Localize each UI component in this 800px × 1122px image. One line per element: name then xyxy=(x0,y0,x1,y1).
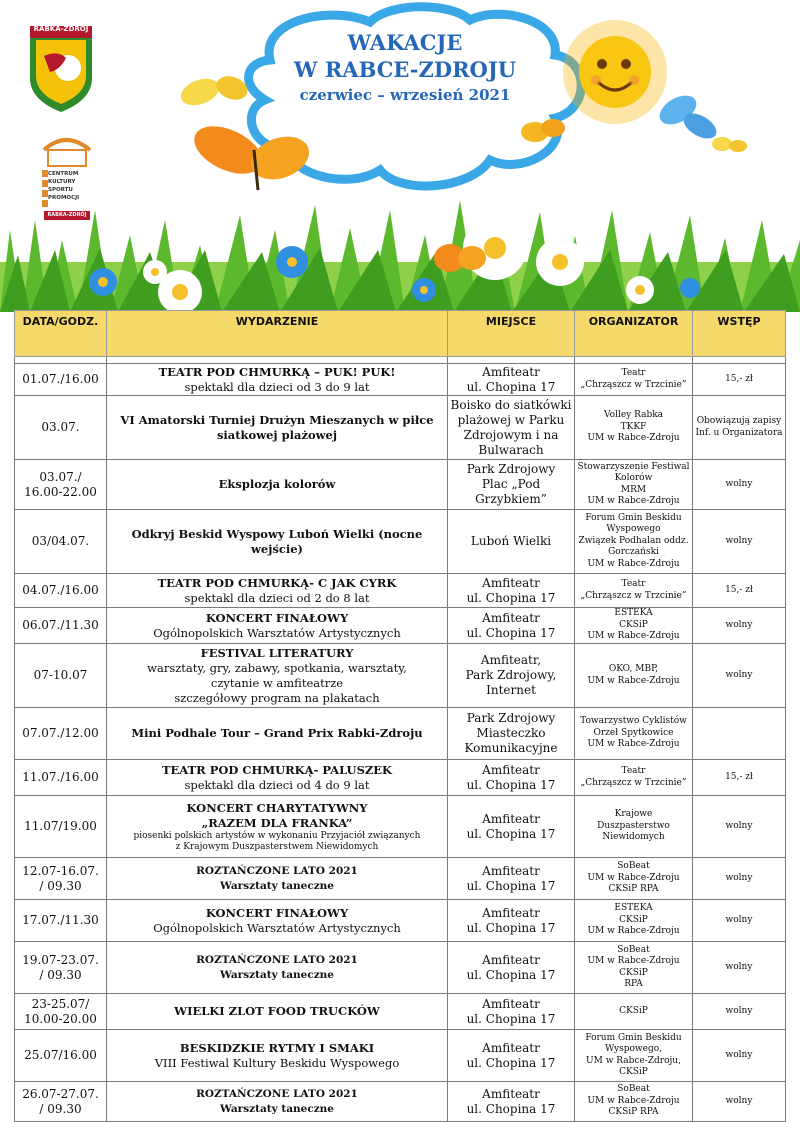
table-row xyxy=(15,1082,786,1122)
place-text: ul. Chopina 17 xyxy=(466,590,556,605)
event-description: Ogólnopolskich Warsztatów Artystycznych xyxy=(153,625,401,640)
organizer-cell xyxy=(575,396,693,460)
date-cell xyxy=(15,460,107,510)
place-text: Amfiteatr xyxy=(482,1086,540,1101)
date-text: 12.07-16.07. xyxy=(22,863,99,878)
place-cell xyxy=(448,574,575,608)
table-row xyxy=(15,994,786,1030)
butterfly-icon-small xyxy=(712,137,747,152)
date-cell xyxy=(15,510,107,574)
organizer-text: Kolorów xyxy=(614,473,653,483)
event-title: ROZTAŃCZONE LATO 2021 xyxy=(196,953,358,966)
organizer-text: ESTEKA xyxy=(614,608,653,619)
table-row xyxy=(15,364,786,396)
fee-text: Inf. u Organizatora xyxy=(695,427,783,438)
organizer-text: „Chrząszcz w Trzcinie” xyxy=(580,777,687,788)
rabka-zdroj-coat-of-arms-icon xyxy=(30,26,92,112)
event-description: spektakl dla dzieci od 3 do 9 lat xyxy=(184,379,370,394)
fee-text: wolny xyxy=(725,961,753,972)
organizer-text: Forum Gmin Beskidu xyxy=(585,512,682,523)
organizer-text: UM w Rabce-Zdroju xyxy=(587,631,680,642)
place-text: Amfiteatr xyxy=(482,610,540,625)
poster-subtitle: czerwiec – wrzesień 2021 xyxy=(299,86,511,104)
organizer-text: ESTEKA xyxy=(614,903,653,914)
place-text: Luboń Wielki xyxy=(470,534,552,548)
event-title: TEATR POD CHMURKĄ- PALUSZEK xyxy=(161,762,393,777)
event-title: TEATR POD CHMURKĄ – PUK! PUK! xyxy=(158,364,396,379)
organizer-cell xyxy=(575,460,693,510)
date-cell xyxy=(15,708,107,760)
organizer-cell xyxy=(575,796,693,858)
fee-cell xyxy=(693,608,786,644)
date-cell xyxy=(15,994,107,1030)
table-row xyxy=(15,942,786,994)
place-cell xyxy=(448,900,575,942)
place-cell xyxy=(448,460,575,510)
fee-text: wolny xyxy=(725,619,753,630)
place-text: ul. Chopina 17 xyxy=(466,967,556,982)
organizer-text: TKKF xyxy=(620,421,647,432)
organizer-text: Wyspowego xyxy=(606,524,661,535)
organizer-text: Duszpasterstwo xyxy=(597,820,670,831)
event-title: Odkryj Beskid Wyspowy Luboń Wielki (nocne wejście) xyxy=(131,526,423,556)
event-title: ROZTAŃCZONE LATO 2021 xyxy=(196,864,358,877)
fee-text: wolny xyxy=(725,1049,753,1060)
organizer-cell xyxy=(575,1030,693,1082)
fee-text: wolny xyxy=(725,820,753,831)
place-text: ul. Chopina 17 xyxy=(466,379,556,394)
place-text: Park Zdrojowy, xyxy=(465,668,557,682)
event-description: piosenki polskich artystów w wykonaniu Przyjaciół związanych xyxy=(133,830,421,841)
organizer-text: OKO, MBP, xyxy=(608,664,659,674)
date-cell xyxy=(15,396,107,460)
place-text: ul. Chopina 17 xyxy=(466,777,556,792)
place-text: Zdrojowym i na xyxy=(463,427,559,442)
organizer-text: SoBeat xyxy=(617,944,650,955)
place-cell xyxy=(448,796,575,858)
place-text: Amfiteatr, xyxy=(480,653,542,667)
organizer-text: Orzeł Spytkowice xyxy=(593,727,674,738)
place-text: Amfiteatr xyxy=(482,811,540,826)
event-cell xyxy=(107,858,448,900)
event-cell xyxy=(107,994,448,1030)
place-text: Komunikacyjne xyxy=(464,741,558,755)
place-text: ul. Chopina 17 xyxy=(466,1011,556,1026)
place-cell xyxy=(448,708,575,760)
event-title: WIELKI ZLOT FOOD TRUCKÓW xyxy=(174,1004,380,1018)
logo-line: KULTURY xyxy=(48,179,76,185)
organizer-text: Teatr xyxy=(621,579,646,589)
event-cell xyxy=(107,510,448,574)
organizer-cell xyxy=(575,608,693,644)
place-cell xyxy=(448,858,575,900)
date-text: 03/04.07. xyxy=(31,534,90,548)
organizer-cell xyxy=(575,510,693,574)
place-cell xyxy=(448,1030,575,1082)
place-cell xyxy=(448,994,575,1030)
date-cell xyxy=(15,942,107,994)
events-table xyxy=(14,310,786,1122)
organizer-cell xyxy=(575,858,693,900)
event-cell xyxy=(107,1030,448,1082)
organizer-cell xyxy=(575,574,693,608)
event-description: szczegółowy program na plakatach xyxy=(174,690,380,705)
place-text: Park Zdrojowy xyxy=(466,462,556,476)
date-cell xyxy=(15,760,107,796)
fee-text: wolny xyxy=(725,914,753,925)
fee-cell xyxy=(693,900,786,942)
organizer-text: CKSiP xyxy=(619,1067,648,1077)
organizer-text: „Chrząszcz w Trzcinie” xyxy=(580,379,687,390)
event-cell xyxy=(107,460,448,510)
organizer-text: CKSiP xyxy=(619,619,648,630)
logo-ckspip-lines xyxy=(48,170,79,202)
date-text: / 09.30 xyxy=(39,1101,82,1116)
organizer-text: CKSiP xyxy=(619,1005,648,1016)
fee-cell xyxy=(693,1030,786,1082)
fee-text: wolny xyxy=(725,669,753,680)
organizer-text: Volley Rabka xyxy=(603,410,664,421)
organizer-text: UM w Rabce-Zdroju xyxy=(587,675,680,686)
logo-line: PROMOCJI xyxy=(48,195,80,201)
event-title: KONCERT FINAŁOWY xyxy=(205,905,349,920)
column-header-date: DATA/GODZ. xyxy=(15,311,107,357)
fee-text: wolny xyxy=(725,1005,753,1016)
place-text: Amfiteatr xyxy=(482,1040,540,1055)
date-text: 07.07./12.00 xyxy=(22,726,99,740)
date-text: 07-10.07 xyxy=(33,668,88,682)
date-text: 25.07/16.00 xyxy=(24,1048,97,1062)
place-text: Amfiteatr xyxy=(482,364,540,379)
organizer-text: MRM xyxy=(620,484,647,495)
fee-cell xyxy=(693,796,786,858)
event-description: VIII Festiwal Kultury Beskidu Wyspowego xyxy=(154,1055,400,1070)
table-row xyxy=(15,574,786,608)
date-text: 17.07./11.30 xyxy=(22,913,99,927)
place-cell xyxy=(448,760,575,796)
organizer-text: SoBeat xyxy=(617,1084,650,1095)
organizer-text: UM w Rabce-Zdroju xyxy=(587,558,680,569)
orange-butterfly-grass-icon xyxy=(434,244,486,272)
organizer-text: Stowarzyszenie Festiwal xyxy=(577,461,690,472)
table-row xyxy=(15,644,786,708)
event-cell xyxy=(107,608,448,644)
date-cell xyxy=(15,1082,107,1122)
organizer-cell xyxy=(575,994,693,1030)
date-cell xyxy=(15,858,107,900)
date-text: 06.07./11.30 xyxy=(22,618,99,632)
place-text: Bulwarach xyxy=(478,442,544,457)
fee-cell xyxy=(693,510,786,574)
organizer-cell xyxy=(575,644,693,708)
date-cell xyxy=(15,644,107,708)
table-row xyxy=(15,900,786,942)
organizer-text: Forum Gmin Beskidu xyxy=(585,1032,682,1043)
fee-text: wolny xyxy=(725,872,753,883)
organizer-cell xyxy=(575,364,693,396)
place-text: Amfiteatr xyxy=(482,762,540,777)
date-text: / 09.30 xyxy=(39,878,82,893)
butterfly-icon-blue xyxy=(655,90,721,144)
organizer-text: CKSiP RPA xyxy=(608,1107,659,1118)
logo-rabka-text: RABKA-ZDRÓJ xyxy=(33,25,89,33)
event-cell xyxy=(107,574,448,608)
place-text: ul. Chopina 17 xyxy=(466,826,556,841)
place-cell xyxy=(448,644,575,708)
fee-text: wolny xyxy=(725,1095,753,1106)
organizer-text: CKSiP xyxy=(619,914,648,925)
date-text: 03.07. xyxy=(41,420,80,434)
organizer-text: UM w Rabce-Zdroju xyxy=(587,926,680,937)
date-text: 04.07./16.00 xyxy=(22,583,99,597)
fee-cell xyxy=(693,1082,786,1122)
event-description: z Krajowym Duszpasterstwem Niewidomych xyxy=(175,841,379,852)
event-title: FESTIVAL LITERATURY xyxy=(200,645,354,660)
table-row xyxy=(15,510,786,574)
place-text: Boisko do siatkówki xyxy=(450,397,572,412)
event-title: Mini Podhale Tour – Grand Prix Rabki-Zdroju xyxy=(131,726,423,740)
place-text: ul. Chopina 17 xyxy=(466,920,556,935)
table-row xyxy=(15,796,786,858)
fee-cell xyxy=(693,396,786,460)
event-cell xyxy=(107,396,448,460)
event-description: warsztaty, gry, zabawy, spotkania, warsztaty, xyxy=(147,660,407,675)
logo-ckspip-bottom: RABKA-ZDRÓJ xyxy=(44,211,90,220)
place-cell xyxy=(448,396,575,460)
place-text: Miasteczko xyxy=(476,726,546,740)
fee-text: 15,- zł xyxy=(725,584,753,595)
place-cell xyxy=(448,364,575,396)
organizer-text: Niewidomych xyxy=(602,832,665,843)
fee-cell xyxy=(693,708,786,760)
organizer-text: UM w Rabce-Zdroju xyxy=(587,496,680,506)
event-title: „RAZEM DLA FRANKA” xyxy=(201,815,353,830)
fee-cell xyxy=(693,942,786,994)
table-row xyxy=(15,460,786,510)
sun-icon xyxy=(563,20,667,124)
organizer-cell xyxy=(575,760,693,796)
place-text: ul. Chopina 17 xyxy=(466,1101,556,1116)
event-cell xyxy=(107,900,448,942)
organizer-text: UM w Rabce-Zdroju xyxy=(587,739,680,750)
poster-title xyxy=(255,30,555,106)
date-cell xyxy=(15,364,107,396)
organizer-text: Związek Podhalan oddz. xyxy=(578,535,689,546)
organizer-text: CKSiP xyxy=(619,967,648,978)
date-text: 11.07/19.00 xyxy=(24,819,97,833)
date-cell xyxy=(15,900,107,942)
event-cell xyxy=(107,760,448,796)
date-cell xyxy=(15,608,107,644)
date-text: 01.07./16.00 xyxy=(22,372,99,386)
organizer-text: RPA xyxy=(624,979,643,989)
table-row xyxy=(15,396,786,460)
place-text: Park Zdrojowy xyxy=(466,711,556,725)
organizer-text: CKSiP RPA xyxy=(608,884,659,895)
event-title: KONCERT FINAŁOWY xyxy=(205,610,349,625)
date-text: 23-25.07/ xyxy=(31,996,90,1011)
fee-cell xyxy=(693,460,786,510)
organizer-cell xyxy=(575,942,693,994)
logo-line: CENTRUM xyxy=(48,171,79,177)
event-description: spektakl dla dzieci od 4 do 9 lat xyxy=(184,777,370,792)
table-row xyxy=(15,858,786,900)
fee-cell xyxy=(693,574,786,608)
organizer-text: Krajowe xyxy=(614,809,653,820)
table-header-row xyxy=(15,311,786,357)
logo-line: SPORTU xyxy=(48,187,73,193)
date-text: 11.07./16.00 xyxy=(22,770,99,784)
organizer-text: Teatr xyxy=(621,368,646,378)
organizer-text: UM w Rabce-Zdroju xyxy=(587,872,680,883)
title-line-1: WAKACJE xyxy=(347,30,463,55)
date-cell xyxy=(15,796,107,858)
event-title: ROZTAŃCZONE LATO 2021 xyxy=(196,1087,358,1100)
date-cell xyxy=(15,1030,107,1082)
place-text: Amfiteatr xyxy=(482,863,540,878)
organizer-cell xyxy=(575,1082,693,1122)
grass-illustration xyxy=(0,200,800,312)
fee-text: wolny xyxy=(725,478,753,489)
event-title: TEATR POD CHMURKĄ- C JAK CYRK xyxy=(157,575,397,590)
table-row xyxy=(15,608,786,644)
organizer-text: UM w Rabce-Zdroju, xyxy=(586,1055,681,1066)
place-text: plażowej w Parku xyxy=(457,412,565,427)
fee-cell xyxy=(693,994,786,1030)
place-text: Amfiteatr xyxy=(482,905,540,920)
date-text: 10.00-20.00 xyxy=(24,1011,97,1026)
table-row xyxy=(15,1030,786,1082)
date-text: / 09.30 xyxy=(39,967,82,982)
date-text: 03.07./ xyxy=(39,469,82,484)
place-text: Plac „Pod Grzybkiem” xyxy=(475,477,547,506)
column-header-event: WYDARZENIE xyxy=(107,311,448,357)
organizer-cell xyxy=(575,900,693,942)
place-cell xyxy=(448,1082,575,1122)
event-cell xyxy=(107,942,448,994)
fee-text: 15,- zł xyxy=(725,373,753,384)
place-cell xyxy=(448,608,575,644)
date-text: 19.07-23.07. xyxy=(22,952,99,967)
event-title: Eksplozja kolorów xyxy=(218,477,336,491)
place-text: Amfiteatr xyxy=(482,996,540,1011)
event-title: Warsztaty taneczne xyxy=(220,968,334,981)
column-header-place: MIEJSCE xyxy=(448,311,575,357)
date-text: 26.07-27.07. xyxy=(22,1086,99,1101)
organizer-text: Wyspowego, xyxy=(604,1044,662,1054)
butterfly-icon-yellow xyxy=(177,72,251,110)
place-text: Internet xyxy=(486,683,536,697)
place-text: Amfiteatr xyxy=(482,575,540,590)
event-description: czytanie w amfiteatrze xyxy=(210,675,344,690)
table-gap-row xyxy=(15,357,786,364)
organizer-text: SoBeat xyxy=(617,861,650,872)
organizer-text: UM w Rabce-Zdroju xyxy=(587,1095,680,1106)
organizer-text: „Chrząszcz w Trzcinie” xyxy=(580,590,687,601)
event-cell xyxy=(107,796,448,858)
place-text: Amfiteatr xyxy=(482,952,540,967)
organizer-text: Gorczański xyxy=(608,547,659,558)
event-cell xyxy=(107,708,448,760)
event-title: VI Amatorski Turniej Drużyn Mieszanych w piłce siatkowej plażowej xyxy=(120,412,434,442)
event-title: Warsztaty taneczne xyxy=(220,1102,334,1115)
date-text: 16.00-22.00 xyxy=(24,484,97,499)
organizer-text: Towarzystwo Cyklistów xyxy=(580,716,687,727)
column-header-fee: WSTĘP xyxy=(693,311,786,357)
event-description: Ogólnopolskich Warsztatów Artystycznych xyxy=(153,920,401,935)
fee-cell xyxy=(693,858,786,900)
event-title: BESKIDZKIE RYTMY I SMAKI xyxy=(179,1040,375,1055)
fee-cell xyxy=(693,364,786,396)
poster-header xyxy=(0,0,800,312)
table-row xyxy=(15,760,786,796)
place-text: ul. Chopina 17 xyxy=(466,1055,556,1070)
organizer-cell xyxy=(575,708,693,760)
fee-text: Obowiązują zapisy xyxy=(696,416,782,426)
event-cell xyxy=(107,1082,448,1122)
place-cell xyxy=(448,510,575,574)
fee-cell xyxy=(693,644,786,708)
column-header-organizer: ORGANIZATOR xyxy=(575,311,693,357)
table-row xyxy=(15,708,786,760)
event-description: spektakl dla dzieci od 2 do 8 lat xyxy=(184,590,370,605)
event-title: Warsztaty taneczne xyxy=(220,879,334,892)
fee-text: 15,- zł xyxy=(725,771,753,782)
event-cell xyxy=(107,364,448,396)
organizer-text: UM w Rabce-Zdroju xyxy=(587,956,680,966)
event-cell xyxy=(107,644,448,708)
place-cell xyxy=(448,942,575,994)
place-text: ul. Chopina 17 xyxy=(466,878,556,893)
fee-cell xyxy=(693,760,786,796)
title-line-2: W RABCE-ZDROJU xyxy=(293,57,517,82)
place-text: ul. Chopina 17 xyxy=(466,625,556,640)
event-title: KONCERT CHARYTATYWNY xyxy=(186,800,368,815)
date-cell xyxy=(15,574,107,608)
fee-text: wolny xyxy=(725,535,753,546)
organizer-text: UM w Rabce-Zdroju xyxy=(587,433,680,444)
organizer-text: Teatr xyxy=(621,766,646,776)
